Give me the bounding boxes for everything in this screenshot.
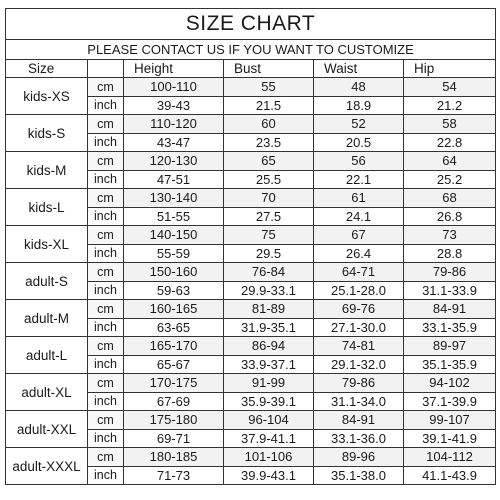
header-bust: Bust	[224, 60, 314, 78]
unit-label: inch	[88, 429, 124, 448]
bust-value: 96-104	[224, 411, 314, 430]
size-label: kids-M	[6, 152, 88, 189]
table-row	[6, 411, 496, 430]
height-value: 71-73	[124, 466, 224, 485]
hip-value: 99-107	[404, 411, 496, 430]
waist-value: 67	[314, 226, 404, 245]
unit-label: inch	[88, 355, 124, 374]
header-height: Height	[124, 60, 224, 78]
waist-value: 33.1-36.0	[314, 429, 404, 448]
unit-label: cm	[88, 374, 124, 393]
height-value: 55-59	[124, 244, 224, 263]
height-value: 47-51	[124, 170, 224, 189]
waist-value: 22.1	[314, 170, 404, 189]
table-row	[6, 78, 496, 97]
table-row	[6, 152, 496, 171]
unit-label: cm	[88, 78, 124, 97]
bust-value: 75	[224, 226, 314, 245]
unit-label: inch	[88, 244, 124, 263]
table-row	[6, 448, 496, 467]
height-value: 160-165	[124, 300, 224, 319]
unit-label: cm	[88, 152, 124, 171]
waist-value: 79-86	[314, 374, 404, 393]
waist-value: 26.4	[314, 244, 404, 263]
unit-label: cm	[88, 263, 124, 282]
bust-value: 23.5	[224, 133, 314, 152]
table-row	[6, 337, 496, 356]
waist-value: 52	[314, 115, 404, 134]
table-row	[6, 263, 496, 282]
hip-value: 79-86	[404, 263, 496, 282]
waist-value: 25.1-28.0	[314, 281, 404, 300]
hip-value: 39.1-41.9	[404, 429, 496, 448]
size-chart	[5, 8, 495, 492]
unit-label: inch	[88, 281, 124, 300]
size-label: kids-L	[6, 189, 88, 226]
hip-value: 54	[404, 78, 496, 97]
size-chart-table	[5, 8, 496, 485]
header-row	[6, 60, 496, 78]
hip-value: 89-97	[404, 337, 496, 356]
unit-label: inch	[88, 392, 124, 411]
bust-value: 33.9-37.1	[224, 355, 314, 374]
hip-value: 104-112	[404, 448, 496, 467]
table-row	[6, 115, 496, 134]
unit-label: cm	[88, 115, 124, 134]
waist-value: 29.1-32.0	[314, 355, 404, 374]
hip-value: 68	[404, 189, 496, 208]
hip-value: 35.1-35.9	[404, 355, 496, 374]
chart-subtitle: PLEASE CONTACT US IF YOU WANT TO CUSTOMIZE	[6, 40, 496, 60]
height-value: 130-140	[124, 189, 224, 208]
waist-value: 27.1-30.0	[314, 318, 404, 337]
bust-value: 60	[224, 115, 314, 134]
bust-value: 86-94	[224, 337, 314, 356]
bust-value: 27.5	[224, 207, 314, 226]
bust-value: 29.5	[224, 244, 314, 263]
hip-value: 37.1-39.9	[404, 392, 496, 411]
hip-value: 64	[404, 152, 496, 171]
bust-value: 39.9-43.1	[224, 466, 314, 485]
unit-label: inch	[88, 318, 124, 337]
waist-value: 20.5	[314, 133, 404, 152]
chart-title: SIZE CHART	[6, 9, 496, 40]
table-row	[6, 226, 496, 245]
unit-label: inch	[88, 207, 124, 226]
hip-value: 33.1-35.9	[404, 318, 496, 337]
size-label: adult-XL	[6, 374, 88, 411]
hip-value: 94-102	[404, 374, 496, 393]
size-label: adult-M	[6, 300, 88, 337]
waist-value: 31.1-34.0	[314, 392, 404, 411]
bust-value: 65	[224, 152, 314, 171]
height-value: 120-130	[124, 152, 224, 171]
header-waist: Waist	[314, 60, 404, 78]
height-value: 110-120	[124, 115, 224, 134]
height-value: 175-180	[124, 411, 224, 430]
bust-value: 21.5	[224, 96, 314, 115]
height-value: 63-65	[124, 318, 224, 337]
height-value: 100-110	[124, 78, 224, 97]
waist-value: 74-81	[314, 337, 404, 356]
waist-value: 35.1-38.0	[314, 466, 404, 485]
size-label: kids-S	[6, 115, 88, 152]
table-row	[6, 300, 496, 319]
bust-value: 35.9-39.1	[224, 392, 314, 411]
bust-value: 81-89	[224, 300, 314, 319]
table-row	[6, 189, 496, 208]
hip-value: 58	[404, 115, 496, 134]
height-value: 69-71	[124, 429, 224, 448]
size-label: kids-XL	[6, 226, 88, 263]
height-value: 165-170	[124, 337, 224, 356]
waist-value: 69-76	[314, 300, 404, 319]
bust-value: 91-99	[224, 374, 314, 393]
height-value: 39-43	[124, 96, 224, 115]
bust-value: 70	[224, 189, 314, 208]
waist-value: 18.9	[314, 96, 404, 115]
unit-label: cm	[88, 189, 124, 208]
bust-value: 76-84	[224, 263, 314, 282]
unit-label: cm	[88, 300, 124, 319]
hip-value: 26.8	[404, 207, 496, 226]
bust-value: 101-106	[224, 448, 314, 467]
waist-value: 64-71	[314, 263, 404, 282]
header-unit	[88, 60, 124, 78]
unit-label: cm	[88, 226, 124, 245]
size-label: adult-XXL	[6, 411, 88, 448]
unit-label: inch	[88, 133, 124, 152]
hip-value: 22.8	[404, 133, 496, 152]
size-label: adult-XXXL	[6, 448, 88, 485]
bust-value: 55	[224, 78, 314, 97]
height-value: 59-63	[124, 281, 224, 300]
unit-label: cm	[88, 448, 124, 467]
height-value: 51-55	[124, 207, 224, 226]
unit-label: cm	[88, 411, 124, 430]
hip-value: 21.2	[404, 96, 496, 115]
height-value: 43-47	[124, 133, 224, 152]
unit-label: cm	[88, 337, 124, 356]
height-value: 140-150	[124, 226, 224, 245]
size-label: adult-S	[6, 263, 88, 300]
hip-value: 84-91	[404, 300, 496, 319]
bust-value: 25.5	[224, 170, 314, 189]
hip-value: 25.2	[404, 170, 496, 189]
height-value: 67-69	[124, 392, 224, 411]
waist-value: 84-91	[314, 411, 404, 430]
hip-value: 28.8	[404, 244, 496, 263]
header-hip: Hip	[404, 60, 496, 78]
bust-value: 37.9-41.1	[224, 429, 314, 448]
bust-value: 29.9-33.1	[224, 281, 314, 300]
unit-label: inch	[88, 170, 124, 189]
waist-value: 89-96	[314, 448, 404, 467]
height-value: 170-175	[124, 374, 224, 393]
header-size: Size	[6, 60, 88, 78]
height-value: 65-67	[124, 355, 224, 374]
unit-label: inch	[88, 466, 124, 485]
waist-value: 48	[314, 78, 404, 97]
waist-value: 61	[314, 189, 404, 208]
hip-value: 31.1-33.9	[404, 281, 496, 300]
height-value: 180-185	[124, 448, 224, 467]
waist-value: 56	[314, 152, 404, 171]
height-value: 150-160	[124, 263, 224, 282]
unit-label: inch	[88, 96, 124, 115]
size-label: adult-L	[6, 337, 88, 374]
table-row	[6, 374, 496, 393]
hip-value: 73	[404, 226, 496, 245]
bust-value: 31.9-35.1	[224, 318, 314, 337]
size-label: kids-XS	[6, 78, 88, 115]
waist-value: 24.1	[314, 207, 404, 226]
hip-value: 41.1-43.9	[404, 466, 496, 485]
